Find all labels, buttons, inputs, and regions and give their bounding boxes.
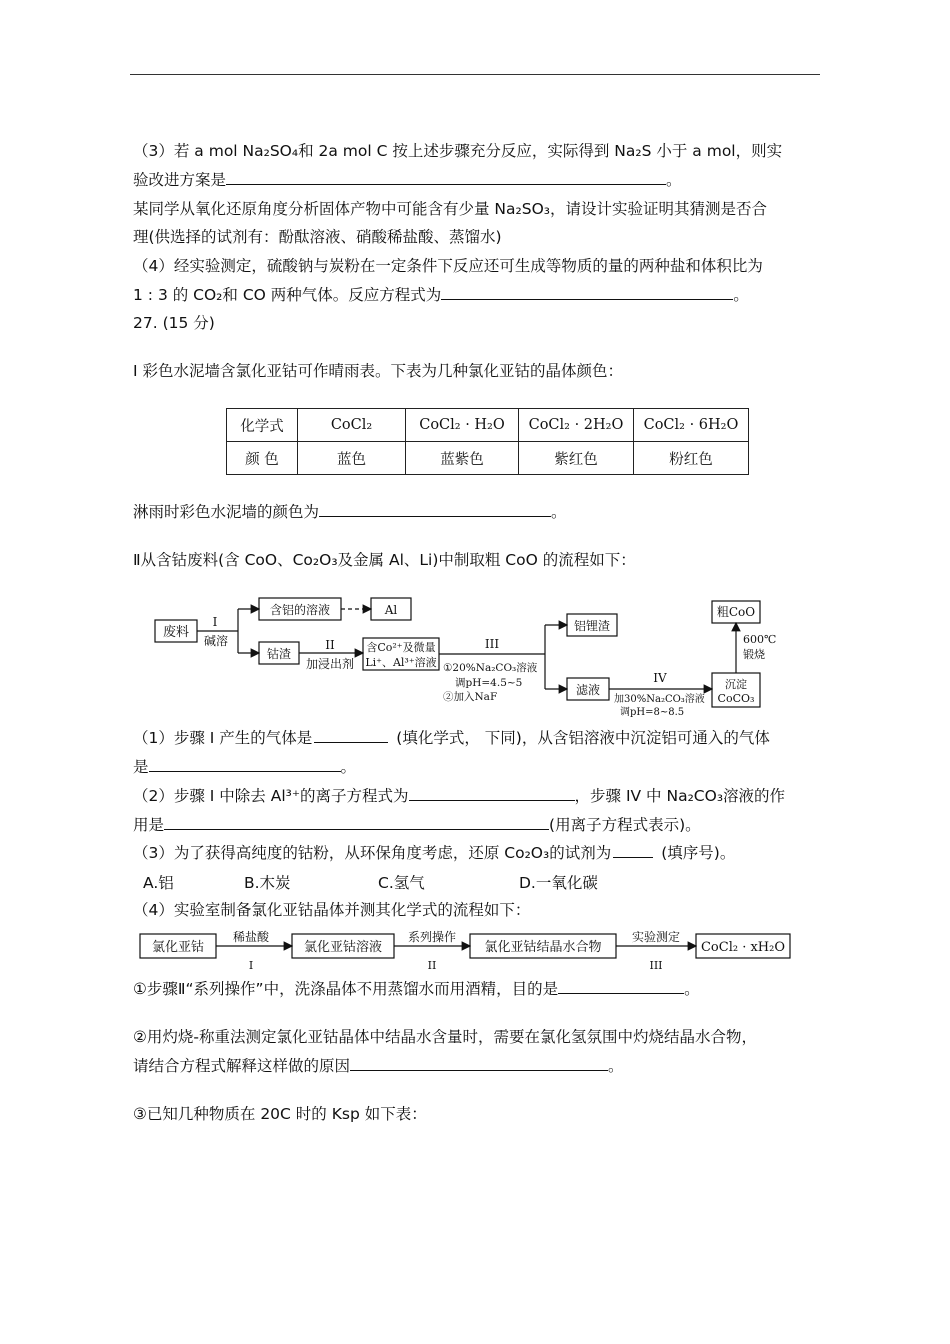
flow-filtrate: 滤液	[575, 683, 601, 697]
q3b-text-2: (填序号)。	[661, 844, 736, 862]
sub1-text: ①步骤Ⅱ“系列操作”中，洗涤晶体不用蒸馏水而用酒精，目的是	[133, 980, 559, 998]
option-a: A.铝	[143, 874, 174, 892]
table-cell: 蓝紫色	[406, 442, 519, 475]
table-row	[227, 409, 749, 442]
answer-blank[interactable]	[613, 843, 653, 858]
rain-line-text: 淋雨时彩色水泥墙的颜色为	[133, 503, 320, 521]
flow-step2-label: 加浸出剂	[305, 657, 355, 671]
table-cell: CoCl₂	[298, 409, 406, 442]
q3-line2	[133, 170, 682, 190]
sub2-line2	[133, 1056, 624, 1076]
flow-co-solution-1: 含Co²⁺及微量	[366, 641, 436, 654]
q1-line2-text: 是	[133, 758, 149, 776]
q27-header: 27. (15 分)	[133, 314, 215, 332]
table-cell: CoCl₂ · 6H₂O	[634, 409, 749, 442]
flow-calcine-temp: 600℃	[743, 633, 777, 646]
q3-line1: （3）若 a mol Na₂SO₄和 2a mol C 按上述步骤充分反应，实际得到 Na₂S 小于 a mol，则实	[133, 142, 783, 160]
flow-co-solution-2: Li⁺、Al³⁺溶液	[365, 656, 437, 669]
q2-line2-end: (用离子方程式表示)。	[549, 816, 701, 834]
flow-step3-cond3: ②加入NaF	[443, 691, 498, 703]
flow2-box4: CoCl₂ · xH₂O	[700, 940, 786, 955]
q1-text-1: （1）步骤 I 产生的气体是	[133, 729, 313, 747]
table-cell: CoCl₂ · 2H₂O	[519, 409, 634, 442]
option-d: D.一氧化碳	[519, 874, 598, 892]
q2-line2-text: 用是	[133, 816, 165, 834]
q3b-line	[133, 843, 735, 863]
flow-precipitate-2: CoCO₃	[717, 692, 755, 705]
answer-blank[interactable]	[350, 1056, 608, 1071]
flow-step3-num: III	[484, 637, 500, 651]
flow-calcine-label: 锻烧	[743, 648, 765, 661]
cobalt-color-table	[226, 408, 749, 475]
flow-al-solution: 含铝的溶液	[269, 603, 331, 617]
q3b-text-1: （3）为了获得高纯度的钴粉，从环保角度考虑，还原 Co₂O₃的试剂为	[133, 844, 612, 862]
flow-step4-cond1: 加30%Na₂CO₃溶液	[614, 694, 705, 705]
q4-line1: （4）经实验测定，硫酸钠与炭粉在一定条件下反应还可生成等物质的量的两种盐和体积比为	[133, 257, 763, 275]
flow2-num2: II	[427, 959, 437, 972]
table-row	[227, 442, 749, 475]
q3-line2-end: 。	[666, 171, 682, 189]
sub1-line	[133, 979, 700, 999]
q4b-line: （4）实验室制备氯化亚钴晶体并测其化学式的流程如下：	[133, 901, 531, 919]
answer-blank[interactable]	[441, 285, 733, 300]
flow-precipitate-1: 沉淀	[725, 678, 747, 691]
flow2-num1: I	[248, 959, 254, 972]
sub2-line1: ②用灼烧-称重法测定氯化亚钴晶体中结晶水含量时，需要在氯化氢氛围中灼烧结晶水合物，	[133, 1028, 757, 1046]
flow-step2-num: II	[325, 638, 335, 652]
flow-crude-coo: 粗CoO	[716, 605, 756, 619]
flow2-arrow3-label: 实验测定	[631, 930, 681, 944]
flow-step4-num: IV	[653, 671, 667, 685]
table-cell: 蓝色	[298, 442, 406, 475]
sub3-line: ③已知几种物质在 20C 时的 Ksp 如下表：	[133, 1105, 427, 1123]
flow-al: Al	[384, 603, 398, 617]
q4-line2-end: 。	[733, 286, 749, 304]
q1-line2	[133, 757, 356, 777]
sub1-end: 。	[684, 980, 700, 998]
flow2-arrow2-label: 系列操作	[407, 930, 457, 944]
flow-step3-cond1: ①20%Na₂CO₃溶液	[443, 662, 538, 674]
rain-line	[133, 502, 567, 522]
table-cell: CoCl₂ · H₂O	[406, 409, 519, 442]
cobalt-process-flow	[150, 592, 790, 724]
answer-blank[interactable]	[319, 502, 551, 517]
q4-line2	[133, 285, 749, 305]
q1-line1	[133, 728, 770, 748]
q3-line2-text: 验改进方案是	[133, 171, 227, 189]
cocl2-flow	[136, 926, 796, 976]
table-cell: 颜 色	[227, 442, 298, 475]
flow2-box3: 氯化亚钴结晶水合物	[484, 940, 602, 955]
q1-line2-end: 。	[340, 758, 357, 776]
flow-waste-box: 废料	[162, 625, 190, 640]
flow2-box1: 氯化亚钴	[151, 940, 205, 955]
flow-step1-num: I	[212, 615, 218, 629]
flow-step4-cond2: 调pH=8~8.5	[620, 707, 685, 718]
flow2-box2: 氯化亚钴溶液	[303, 940, 383, 955]
answer-blank[interactable]	[226, 170, 666, 185]
q1-text-2: (填化学式， 下同)，从含铝溶液中沉淀铝可通入的气体	[396, 729, 770, 747]
flow-step1-label: 碱溶	[203, 634, 229, 648]
answer-blank[interactable]	[314, 728, 388, 743]
na2so3-line1: 某同学从氧化还原角度分析固体产物中可能含有少量 Na₂SO₃，请设计实验证明其猜测是否合	[133, 200, 767, 218]
header-rule	[130, 74, 820, 75]
flow-cobalt-residue: 钴渣	[266, 647, 292, 661]
q2-line2	[133, 815, 701, 835]
flow2-num3: III	[649, 959, 663, 972]
flow2-arrow1-label: 稀盐酸	[232, 930, 270, 944]
flow-al-li-residue: 铝锂渣	[573, 619, 611, 633]
answer-blank[interactable]	[149, 757, 341, 772]
q2-line1	[133, 786, 785, 806]
answer-blank[interactable]	[558, 979, 684, 994]
answer-blank[interactable]	[164, 815, 549, 830]
table-cell: 紫红色	[519, 442, 634, 475]
option-c: C.氢气	[378, 874, 425, 892]
flow-step3-cond2: 调pH=4.5~5	[455, 677, 523, 689]
table-cell: 粉红色	[634, 442, 749, 475]
part-ii-intro: Ⅱ从含钴废料(含 CoO、Co₂O₃及金属 Al、Li)中制取粗 CoO 的流程如下：	[133, 551, 636, 569]
q4-line2-text: 1 : 3 的 CO₂和 CO 两种气体。反应方程式为	[133, 286, 442, 304]
option-b: B.木炭	[244, 874, 291, 892]
rain-line-end: 。	[551, 503, 567, 521]
q2-text-2: ，步骤 IV 中 Na₂CO₃溶液的作	[574, 787, 786, 805]
part-i-intro: I 彩色水泥墙含氯化亚钴可作晴雨表。下表为几种氯化亚钴的晶体颜色：	[133, 362, 624, 380]
sub2-line2-text: 请结合方程式解释这样做的原因	[133, 1057, 351, 1075]
table-cell: 化学式	[227, 409, 298, 442]
sub2-line2-end: 。	[608, 1057, 624, 1075]
na2so3-line2: 理(供选择的试剂有：酚酞溶液、硝酸稀盐酸、蒸馏水)	[133, 228, 502, 246]
q2-text-1: （2）步骤 I 中除去 Al³⁺的离子方程式为	[133, 787, 409, 805]
answer-blank[interactable]	[409, 786, 575, 801]
